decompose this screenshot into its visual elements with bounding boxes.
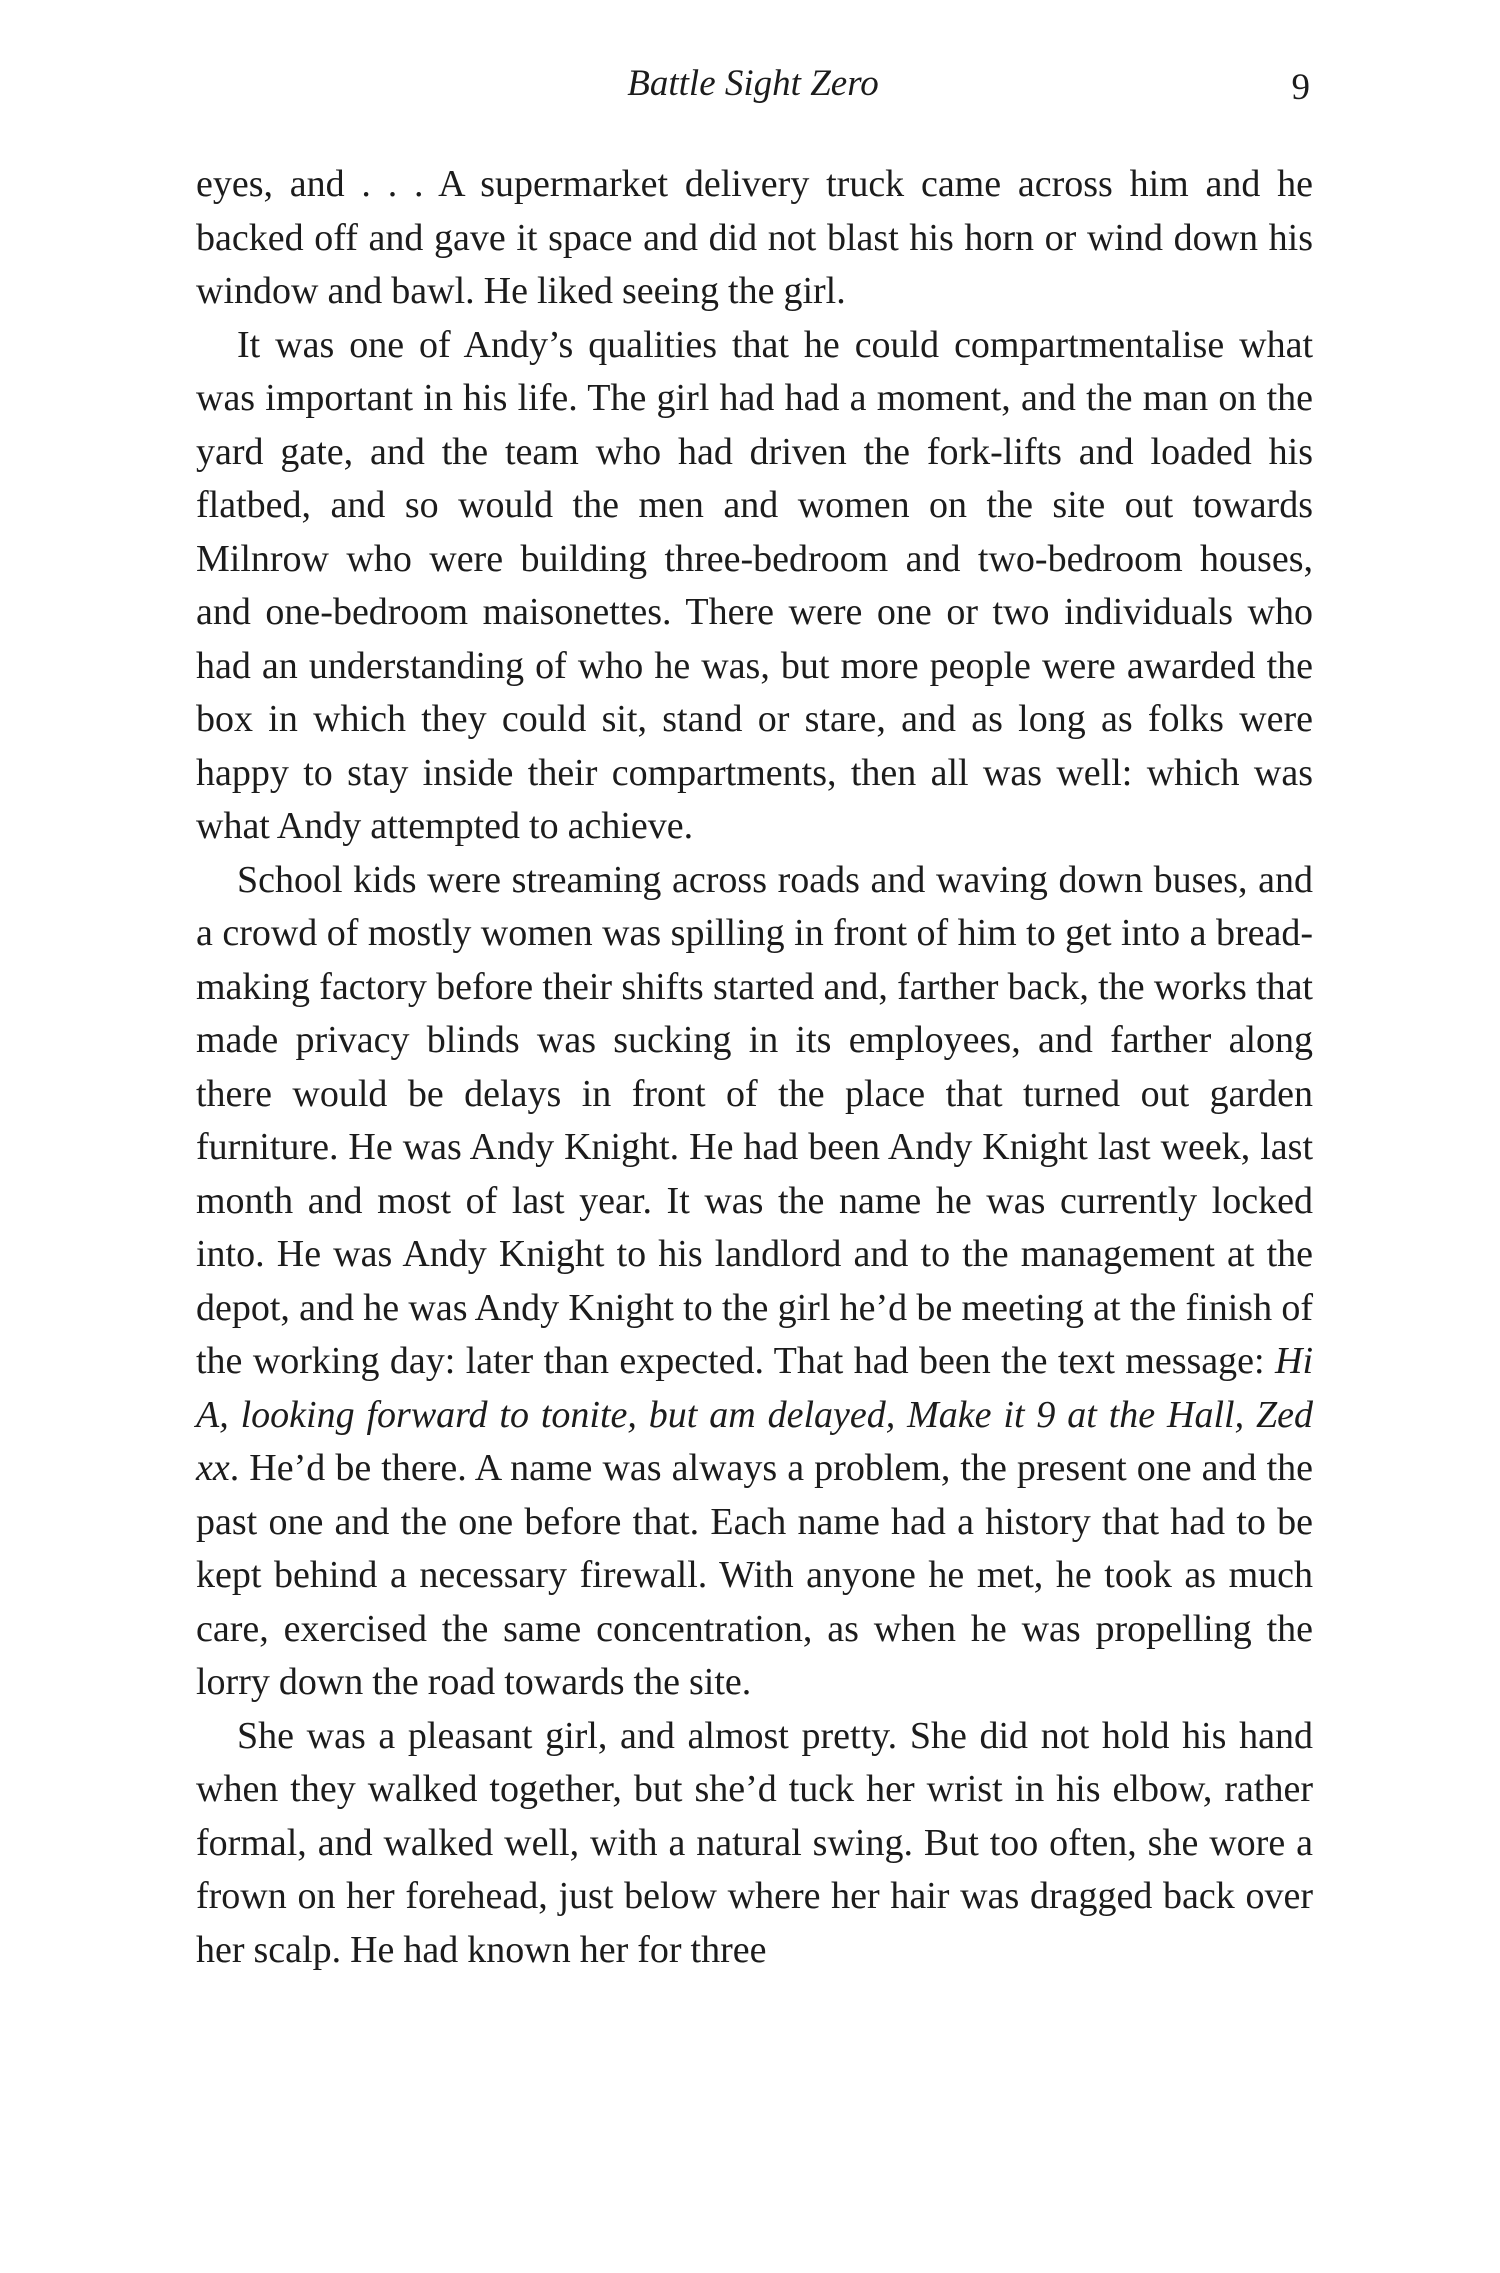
running-header [196,60,1310,120]
paragraph-text: She was a pleasant girl, and almost pretty. She did not hold his hand when they walked together, but she’d tuck her wrist in his elbow, rather formal, and walked well, with a natural swing. But too often, she wore a frown on her forehead, just below where her hair was dragged back over her scalp. He had known her for three [196,1714,1313,1971]
paragraph-text: School kids were streaming across roads and waving down buses, and a crowd of mostly women was spilling in front of him to get into a bread-making factory before their shifts started and, farther back, the works that made privacy blinds was sucking in its employees, and farther along there would be delays in front of the place that turned out garden furniture. He was Andy Knight. He had been Andy Knight last week, last month and most of last year. It was the name he was currently locked into. He was Andy Knight to his landlord and to the management at the depot, and he was Andy Knight to the girl he’d be meeting at the finish of the working day: later than expected. That had been the text message: [196,858,1313,1382]
paragraph-2 [196,319,1313,854]
paragraph-text: It was one of Andy’s qualities that he could compartmentalise what was important in his life. The girl had had a moment, and the man on the yard gate, and the team who had driven the fork-lifts and loaded his flatbed, and so would the men and women on the site out towards Milnrow who were building three-bedroom and two-bedroom houses, and one-bedroom maisonettes. There were one or two individuals who had an understanding of who he was, but more people were awarded the box in which they could sit, stand or stare, and as long as folks were happy to stay inside their compartments, then all was well: which was what Andy attempted to achieve. [196,323,1313,847]
book-title: Battle Sight Zero [627,63,879,104]
paragraph-4 [196,1710,1313,1978]
text-message-quote: Hi A, looking forward to tonite, but am delayed, Make it 9 at the Hall, Zed xx [196,1340,1313,1489]
paragraph-text: . He’d be there. A name was always a problem, the present one and the past one and the one before that. Each name had a history that had to be kept behind a necessary firewall. With anyone he met, he took as much care, exercised the same concentration, as when he was propelling the lorry down the road towards the site. [196,1447,1313,1703]
page-number: 9 [1291,67,1310,108]
paragraph-3 [196,854,1313,1710]
paragraph-1 [196,158,1313,319]
paragraph-text: eyes, and . . . A supermarket delivery truck came across him and he backed off and gave it space and did not blast his horn or wind down his window and bawl. He liked seeing the girl. [196,163,1313,312]
body-text [196,158,1313,1977]
